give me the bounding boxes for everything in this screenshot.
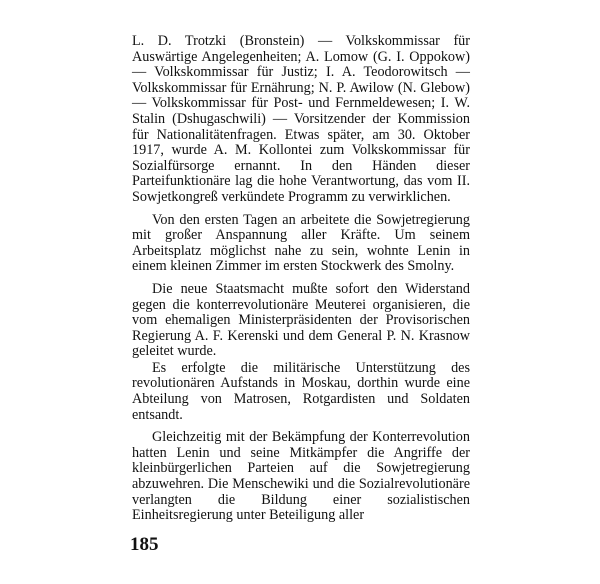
paragraph-opposition-parties: Gleichzeitig mit der Bekämpfung der Konterrevolution hatten Lenin und seine Mitkämpfer die Angriffe der kleinbürgerlichen Parteien auf die Sowjetregierung abzuwehren. Die Menschewiki und die Sozialrevolutionäre verlangten die Bildung einer sozialistischen Einheitsregierung unter Beteiligung aller [132,429,470,524]
paragraph-moscow-support: Es erfolgte die militärische Unterstützung des revolutionären Aufstands in Moskau, dorthin wurde eine Abteilung von Matrosen, Rotgardisten und Soldaten entsandt. [132,359,470,423]
paragraph-government-work: Von den ersten Tagen an arbeitete die Sowjetregierung mit großer Anspannung aller Kräfte. Um seinem Arbeitsplatz möglichst nahe zu sein, wohnte Lenin in einem kleinen Zimmer im ersten Stockwerk des Smolny. [132,211,470,275]
page-number: 185 [130,534,159,555]
body-text [132,34,470,524]
paragraph-counterrevolution: Die neue Staatsmacht mußte sofort den Widerstand gegen die konterrevolutionäre Meuterei organisieren, die vom ehemaligen Ministerpräsidenten der Provisorischen Regierung A. F. Kerenski und dem General P. N. Krasnow geleitet wurde. [132,280,470,360]
paragraph-continuation: L. D. Trotzki (Bronstein) — Volkskommissar für Auswärtige Angelegenheiten; A. Lomow (G. I. Oppokow) — Volkskommissar für Justiz; I. A. Teodorowitsch — Volkskommissar für Ernährung; N. P. Awilow (N. Glebow) — Volkskommissar für Post- und Fernmeldewesen; I. W. Stalin (Dshugaschwili) — Vorsitzender der Kommission für Nationalitätenfragen. Etwas später, am 30. Oktober 1917, wurde A. M. Kollontei zum Volkskommissar für Sozialfürsorge ernannt. In den Händen dieser Parteifunktionäre lag die hohe Verantwortung, das vom II. Sowjetkongreß verkündete Programm zu verwirklichen. [132,33,470,205]
